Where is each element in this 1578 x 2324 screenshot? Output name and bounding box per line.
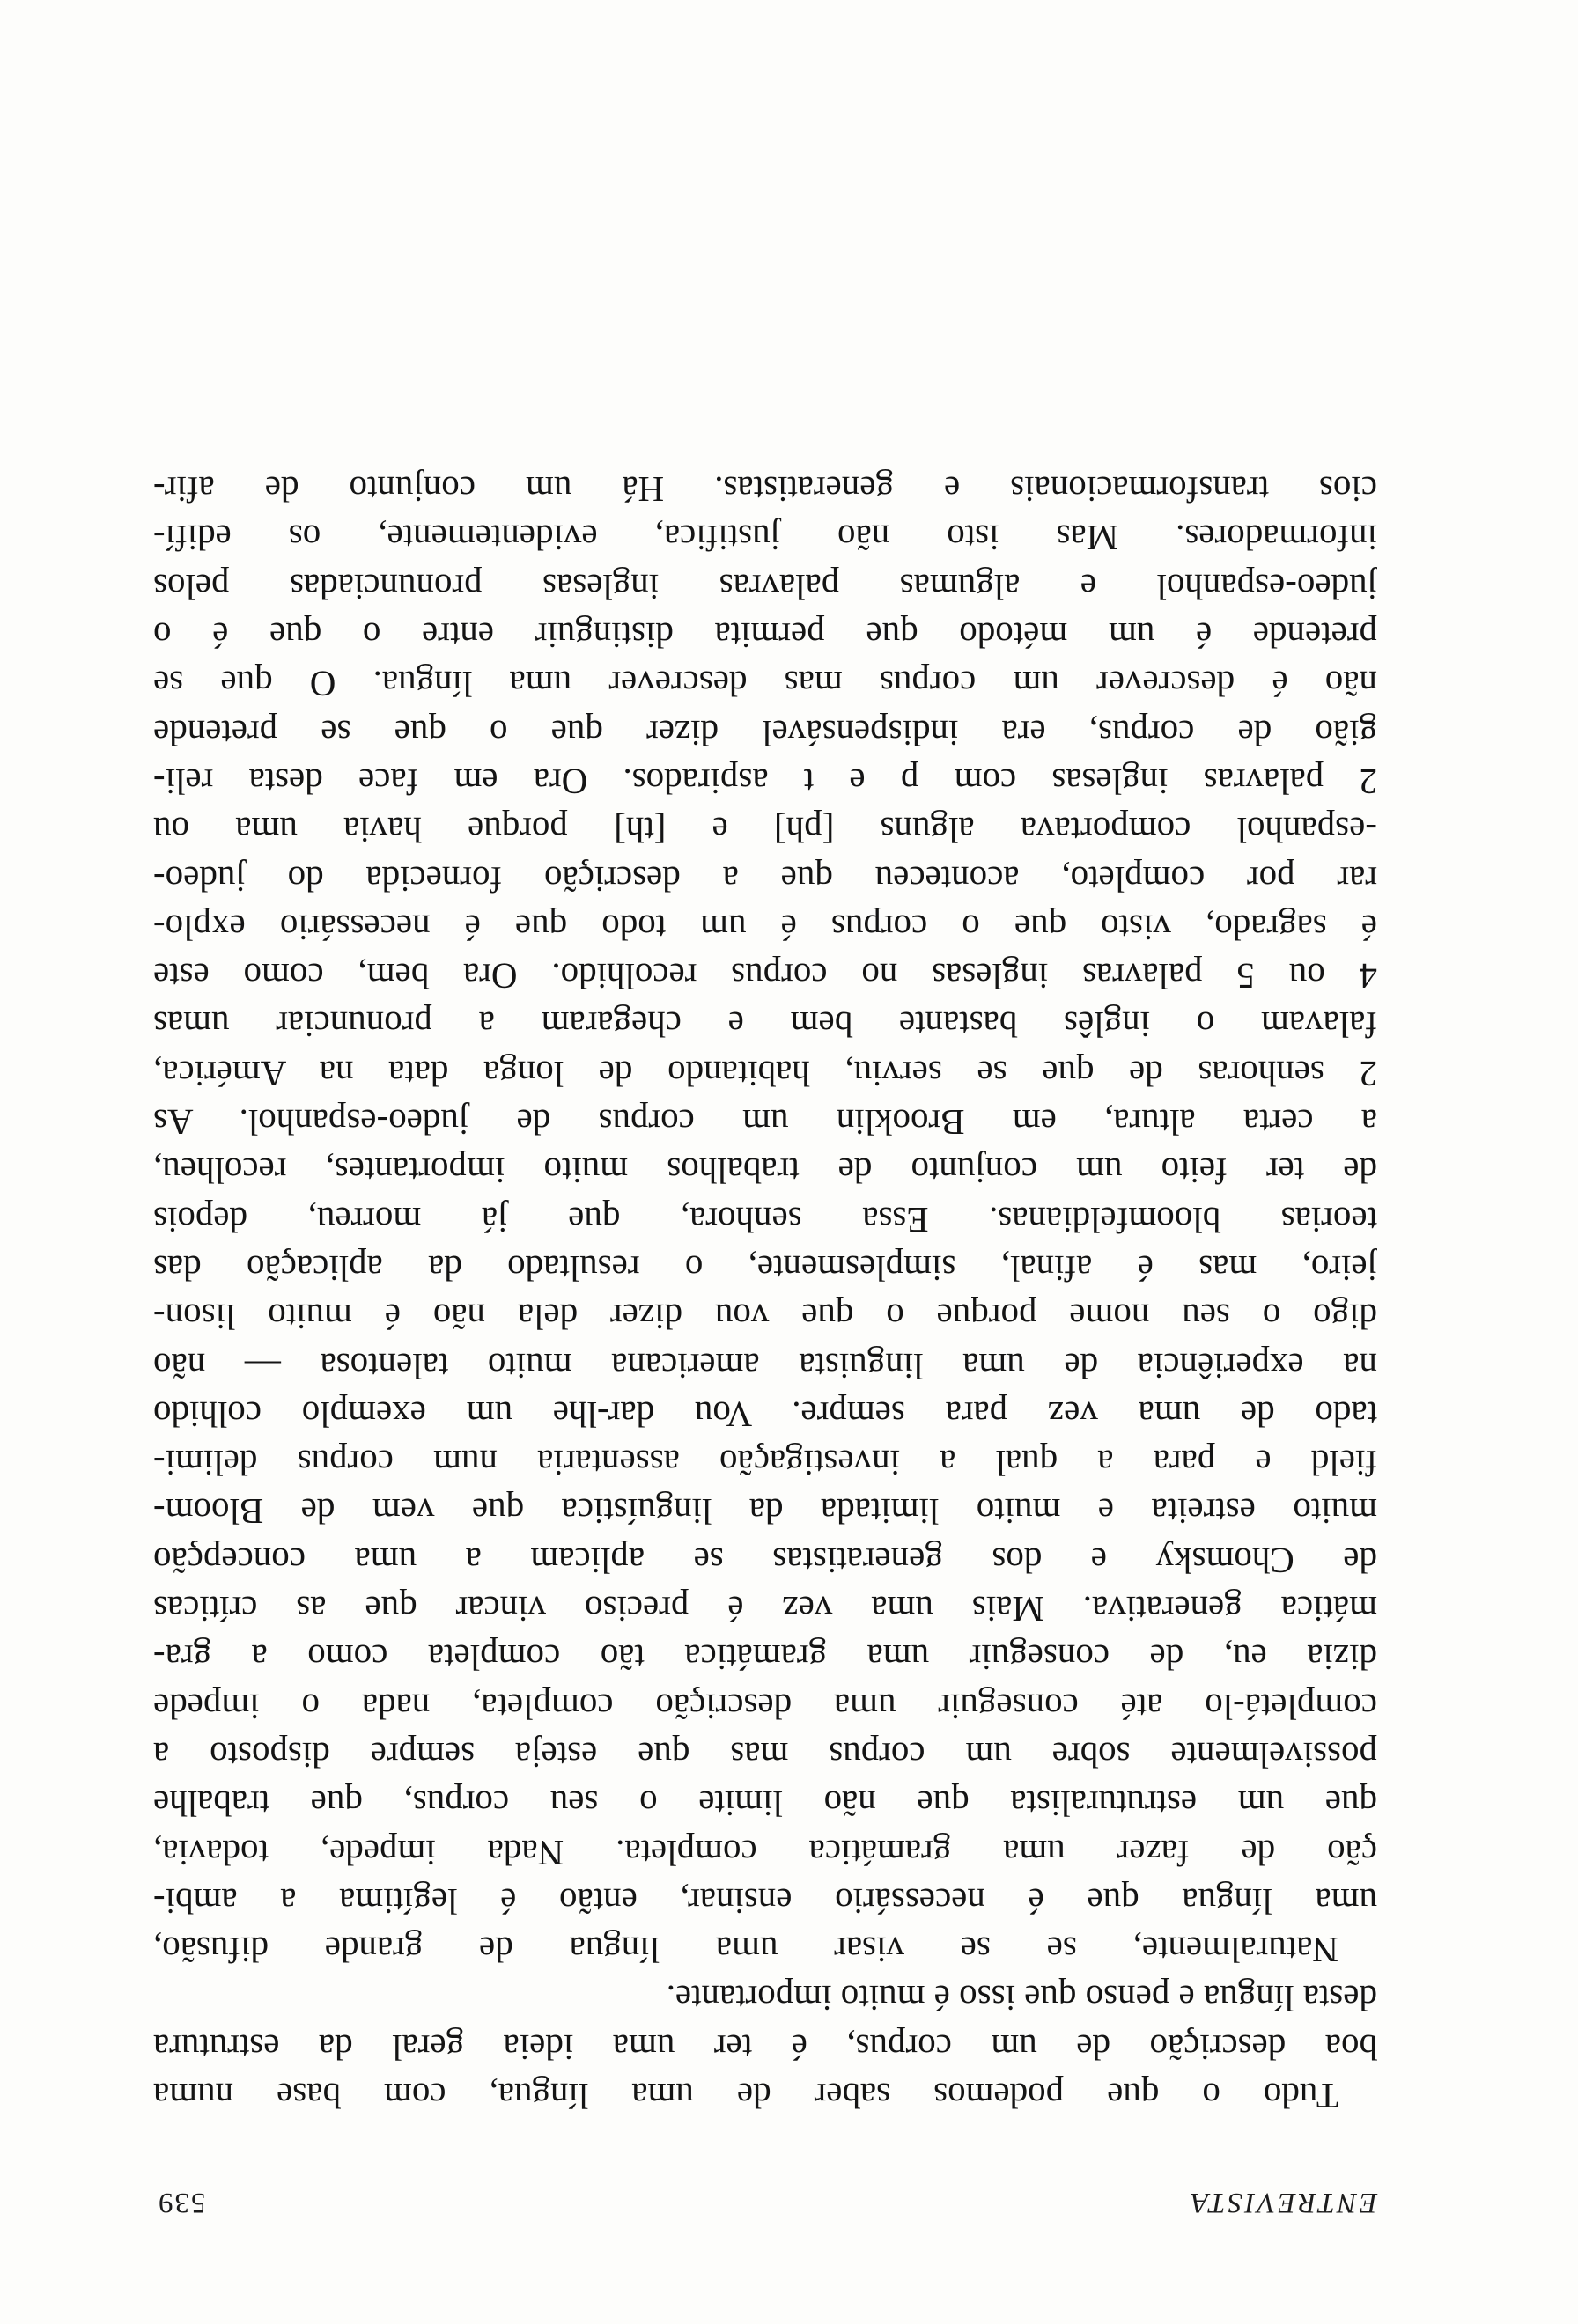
- page-header: [153, 2166, 1377, 2218]
- text-line: uma língua que é necessário ensinar, então é legítima a ambi-: [153, 1880, 1377, 1922]
- text-line: pretende é um método que permita distinguir entre o que é o: [153, 615, 1377, 657]
- text-line: -espanhol comportava alguns [ph] e [th] porque havia uma ou: [153, 810, 1377, 851]
- text-line: 4 ou 5 palavras inglesas no corpus recolhido. Ora bem, como este: [153, 956, 1377, 997]
- text-line: possivelmente sobre um corpus mas que esteja sempre disposto a: [153, 1734, 1377, 1776]
- text-line: de Chomsky e dos generatistas se aplicam a uma concepção: [153, 1540, 1377, 1581]
- page-sheet: [153, 114, 1377, 2218]
- text-line: desta língua e penso que isso é muito importante.: [666, 1978, 1377, 2019]
- text-line: judeo-espanhol e algumas palavras inglesas pronunciadas pelos: [153, 566, 1377, 607]
- text-line: jeiro, mas é afinal, simplesmente, o resultado da aplicação das: [153, 1247, 1377, 1289]
- text-line: de ter feito um conjunto de trabalhos muito importantes, recolheu,: [153, 1151, 1377, 1192]
- text-line: mática generativa. Mais uma vez é preciso vincar que as críticas: [153, 1589, 1377, 1630]
- text-line: 2 senhoras de que se serviu, habitando de longa data na América,: [153, 1053, 1377, 1094]
- text-line: completá-lo até conseguir uma descrição completa, nada o impede: [153, 1686, 1377, 1727]
- text-line: é sagrado, visto que o corpus é um todo que é necessário explo-: [153, 907, 1377, 948]
- text-line: não é descrever um corpus mas descrever uma língua. O que se: [153, 664, 1377, 705]
- text-line: digo o seu nome porque o que vou dizer dela não é muito lison-: [153, 1297, 1377, 1338]
- running-head: ENTREVISTA: [1188, 2187, 1377, 2218]
- body-text: [153, 465, 1377, 2120]
- text-line: rar por completo, aconteceu que a descrição fornecida do judeo-: [153, 858, 1377, 900]
- text-line: na experiência de uma linguista americana muito talentosa — não: [153, 1345, 1377, 1386]
- page-number: 539: [157, 2187, 206, 2218]
- text-line: informadores. Mas isto não justifica, evidentemente, os edifí-: [153, 518, 1377, 559]
- text-line: muito estreita e muito limitada da linguística que vem de Bloom-: [153, 1491, 1377, 1533]
- text-line: boa descrição de um corpus, é ter uma ideia geral da estrutura: [153, 2026, 1377, 2068]
- text-line: ção de fazer uma gramática completa. Nada impede, todavia,: [153, 1832, 1377, 1873]
- text-line: teorias bloomfeldianas. Essa senhora, que já morreu, depois: [153, 1199, 1377, 1240]
- text-line: 2 palavras inglesas com p e t aspirados. Ora em face desta reli-: [153, 761, 1377, 802]
- text-line: que um estruturalista que não limite o seu corpus, que trabalhe: [153, 1783, 1377, 1825]
- text-line: dizia eu, de conseguir uma gramática tão completa como a gra-: [153, 1637, 1377, 1679]
- text-line: cios transformacionais e generatistas. Há um conjunto de afir-: [153, 469, 1377, 511]
- text-line: a certa altura, em Brooklin um corpus de judeo-espanhol. As: [153, 1102, 1377, 1144]
- text-line: Tudo o que podemos saber de uma língua, com base numa: [153, 2076, 1338, 2116]
- text-line: field e para a qual a investigação assentaria num corpus delimi-: [153, 1443, 1377, 1484]
- text-line: falavam o inglês bastante bem e chegaram a pronunciar umas: [153, 1004, 1377, 1046]
- text-line: Naturalmente, se se visar uma língua de grande difusão,: [153, 1930, 1338, 1971]
- text-line: gião de corpus, era indispensável dizer que o que se pretende: [153, 712, 1377, 754]
- text-line: tado de uma vez para sempre. Vou dar-lhe um exemplo colhido: [153, 1394, 1377, 1435]
